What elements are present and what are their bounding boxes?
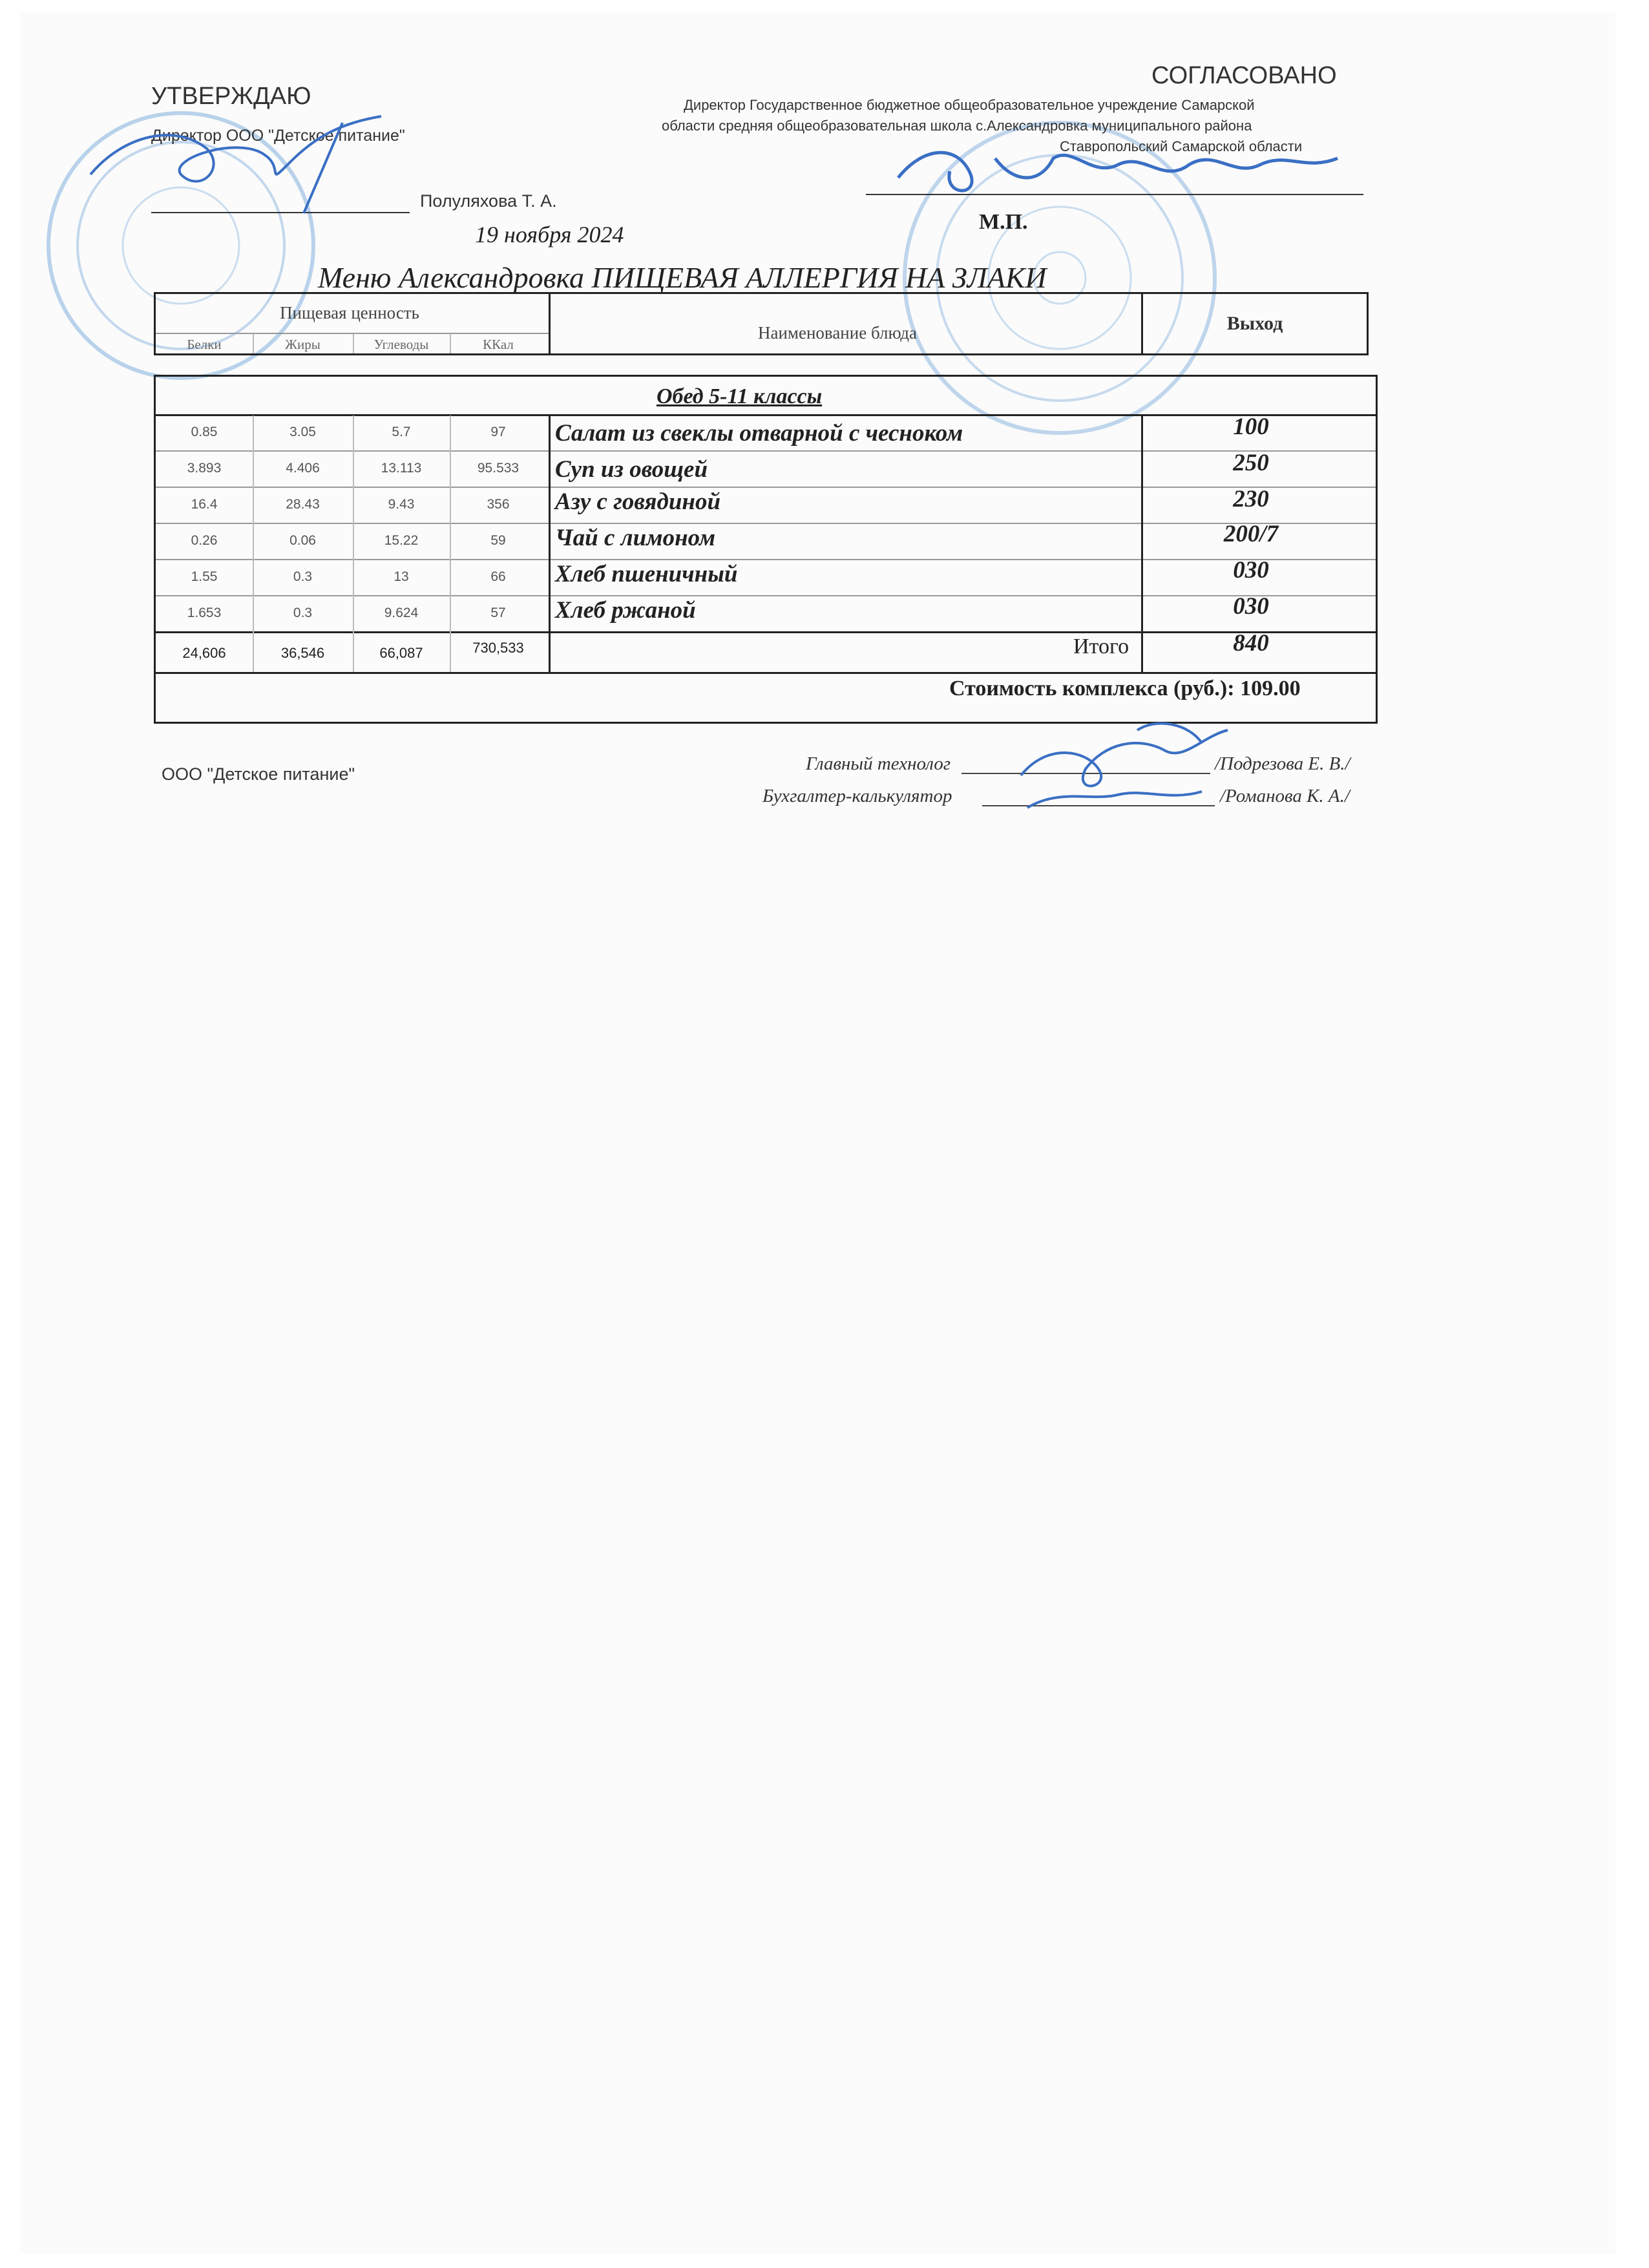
table-header <box>154 292 1369 355</box>
col-v4 <box>549 415 551 672</box>
table-row <box>156 452 1376 487</box>
cell-protein: 3.893 <box>187 461 222 476</box>
cell-kcal: 66 <box>490 569 506 584</box>
agree-title: СОГЛАСОВАНО <box>1151 62 1337 89</box>
section-title: Обед 5-11 классы <box>656 384 823 408</box>
cell-output: 030 <box>1233 593 1269 620</box>
cell-dish: Суп из овощей <box>555 456 708 483</box>
col-v1 <box>253 415 254 672</box>
table-row <box>156 557 1376 595</box>
approve-date: 19 ноября 2024 <box>475 222 624 247</box>
approve-position: Директор ООО "Детское питание" <box>151 127 405 145</box>
total-output: 840 <box>1233 630 1269 656</box>
cell-carbs: 5.7 <box>392 425 411 439</box>
table-row <box>156 415 1376 450</box>
cell-fat: 0.3 <box>293 569 313 584</box>
total-carbs: 66,087 <box>379 645 423 661</box>
cell-output: 230 <box>1233 486 1269 512</box>
col-v3 <box>450 415 451 672</box>
cell-carbs: 9.624 <box>384 605 419 620</box>
hdr-v2 <box>353 334 354 353</box>
cell-output: 200/7 <box>1223 521 1279 547</box>
cell-dish: Хлеб пшеничный <box>555 561 738 587</box>
cell-kcal: 97 <box>490 425 506 439</box>
cell-protein: 0.26 <box>191 533 218 548</box>
cost-divider <box>156 672 1376 674</box>
hdr-v3 <box>450 334 451 353</box>
cell-output: 100 <box>1233 414 1269 440</box>
menu-table <box>154 375 1378 724</box>
total-label: Итого <box>1073 635 1129 658</box>
agree-position-line-2: области средняя общеобразовательная школа с.Александровка муниципального района <box>662 118 1252 134</box>
cell-kcal: 57 <box>490 605 506 620</box>
cost-label: Стоимость комплекса (руб.): 109.00 <box>949 677 1301 700</box>
agree-position-line-1: Директор Государственное бюджетное общеобразовательное учреждение Самарской <box>684 97 1255 113</box>
accountant-label: Бухгалтер-калькулятор <box>762 786 952 806</box>
col-v5 <box>1141 415 1143 672</box>
table-row <box>156 593 1376 631</box>
cell-protein: 1.653 <box>187 605 222 620</box>
accountant-name: /Романова К. А./ <box>1220 786 1350 806</box>
total-protein: 24,606 <box>182 645 226 661</box>
cell-kcal: 95.533 <box>477 461 520 476</box>
table-row <box>156 521 1376 559</box>
cell-dish: Азу с говядиной <box>555 488 721 515</box>
header-carbs: Углеводы <box>373 337 429 352</box>
menu-title: Меню Александровка ПИЩЕВАЯ АЛЛЕРГИЯ НА ЗЛАКИ <box>318 261 1047 294</box>
cell-fat: 0.3 <box>293 605 313 620</box>
header-protein: Белки <box>187 337 222 352</box>
cell-output: 250 <box>1233 450 1269 476</box>
cell-fat: 0.06 <box>289 533 316 548</box>
totals-row <box>156 630 1376 672</box>
cell-kcal: 59 <box>490 533 506 548</box>
footer-org: ООО "Детское питание" <box>162 764 355 784</box>
total-kcal: 730,533 <box>472 640 524 656</box>
footer-signatures <box>1008 717 1241 821</box>
agree-position-line-3: Ставропольский Самарской области <box>1060 138 1303 154</box>
header-nutrition: Пищевая ценность <box>280 303 419 322</box>
cell-dish: Хлеб ржаной <box>555 597 696 624</box>
cell-carbs: 13.113 <box>381 461 422 476</box>
header-output: Выход <box>1226 313 1283 334</box>
cell-carbs: 15.22 <box>384 533 419 548</box>
table-row <box>156 488 1376 523</box>
cell-fat: 3.05 <box>289 425 316 439</box>
approve-title: УТВЕРЖДАЮ <box>151 83 311 110</box>
cell-output: 030 <box>1233 557 1269 583</box>
cell-kcal: 356 <box>487 497 510 512</box>
col-v2 <box>353 415 354 672</box>
technologist-name: /Подрезова Е. В./ <box>1215 753 1350 774</box>
cell-protein: 1.55 <box>191 569 218 584</box>
hdr-v1 <box>253 334 254 353</box>
cell-protein: 0.85 <box>191 425 218 439</box>
agree-signature <box>885 132 1363 210</box>
header-kcal: ККал <box>483 337 514 352</box>
cell-dish: Чай с лимоном <box>555 525 716 551</box>
total-fat: 36,546 <box>280 645 325 661</box>
header-fat: Жиры <box>285 337 320 352</box>
header-dish-name: Наименование блюда <box>757 323 918 342</box>
cell-fat: 28.43 <box>286 497 320 512</box>
approve-signature <box>71 97 407 226</box>
cell-fat: 4.406 <box>286 461 320 476</box>
stamp-place-label: М.П. <box>979 210 1028 234</box>
approve-name: Полуляхова Т. А. <box>420 191 557 211</box>
technologist-label: Главный технолог <box>806 753 951 774</box>
cell-carbs: 9.43 <box>388 497 415 512</box>
cell-dish: Салат из свеклы отварной с чесноком <box>555 420 963 446</box>
cell-protein: 16.4 <box>191 497 218 512</box>
cell-carbs: 13 <box>394 569 409 584</box>
